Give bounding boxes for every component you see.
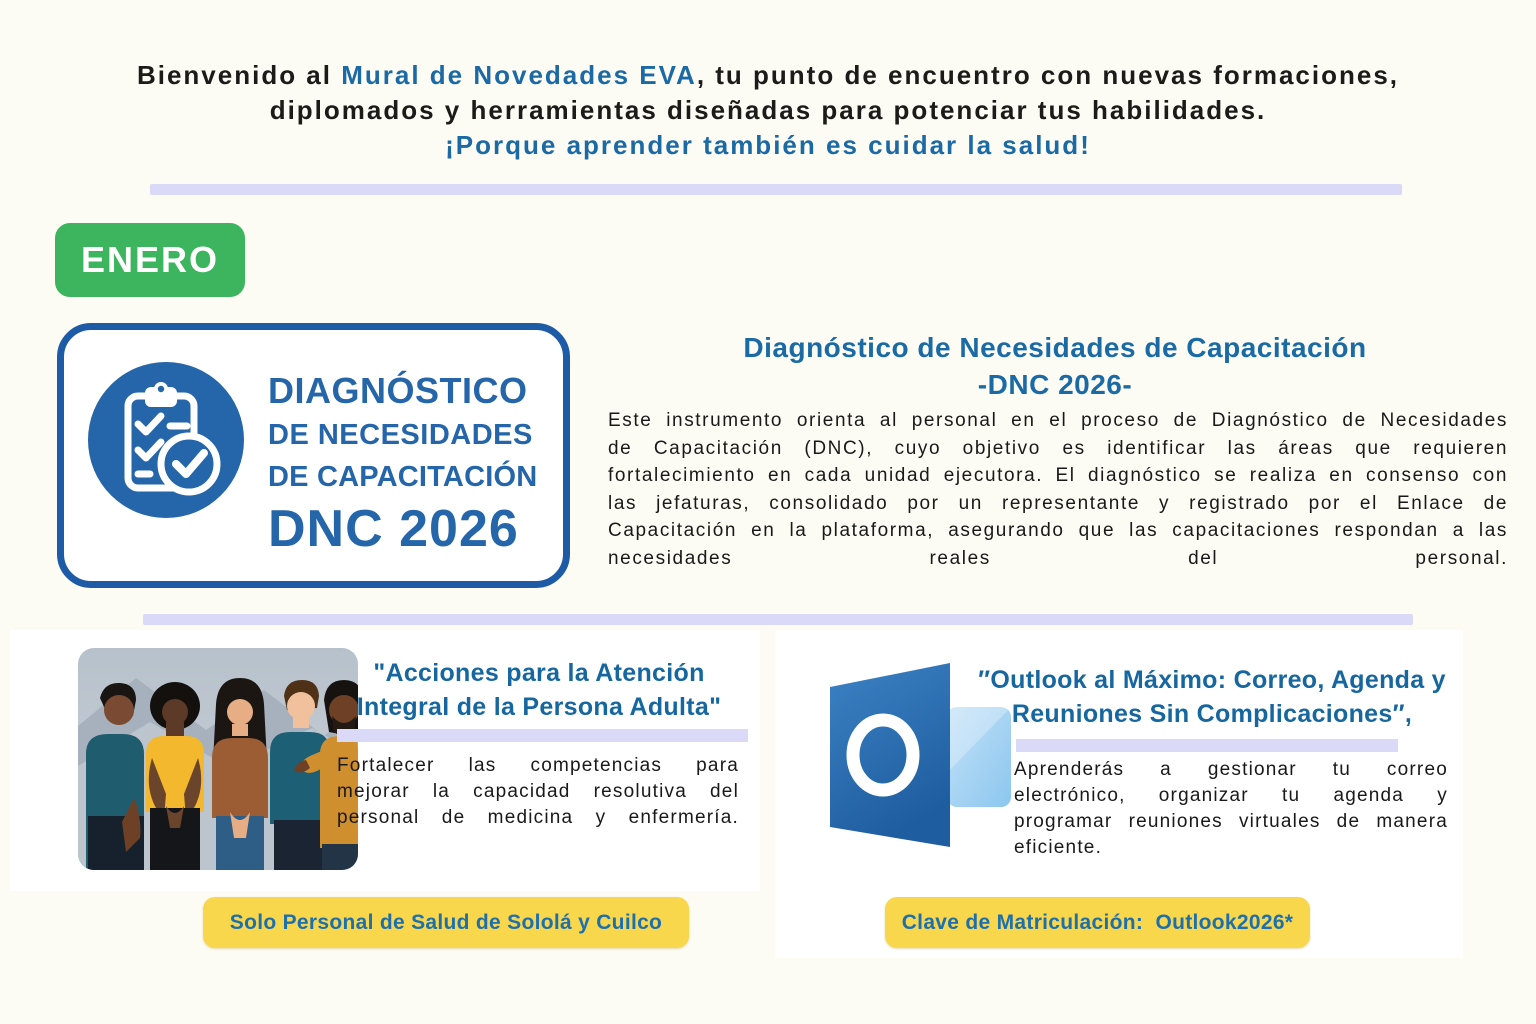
clipboard-checklist-icon	[86, 360, 246, 525]
course-description-right: Aprenderás a gestionar tu correo electrónico, organizar tu agenda y programar reuniones virtuales de manera eficiente.	[1014, 759, 1448, 858]
title-underline-right	[1016, 739, 1398, 752]
dnc-logo-line-4: DNC 2026	[268, 500, 519, 558]
course-right-title-line-1: ″Outlook al Máximo: Correo, Agenda y	[978, 666, 1446, 694]
intro-line-3: ¡Porque aprender también es cuidar la salud!	[445, 130, 1091, 160]
dnc-title-line-1: Diagnóstico de Necesidades de Capacitación	[743, 332, 1367, 363]
section-divider-top	[150, 184, 1402, 195]
people-group-illustration	[78, 648, 358, 870]
enrollment-key-banner: Clave de Matriculación: Outlook2026*	[885, 897, 1310, 948]
dnc-logo-line-1: DIAGNÓSTICO	[268, 370, 528, 411]
intro-highlight: Mural de Novedades EVA	[341, 60, 697, 90]
audience-banner: Solo Personal de Salud de Sololá y Cuilco	[203, 897, 689, 948]
month-badge: ENERO	[55, 223, 245, 297]
intro-line-2: diplomados y herramientas diseñadas para potenciar tus habilidades.	[269, 95, 1267, 125]
course-title-right	[952, 663, 1472, 731]
course-left-title-line-1: "Acciones para la Atención	[373, 659, 705, 687]
intro-line-1: Bienvenido al Mural de Novedades EVA, tu punto de encuentro con nuevas formaciones,	[136, 60, 1400, 90]
title-underline-left	[337, 729, 748, 742]
course-right-title-line-2: Reuniones Sin Complicaciones″,	[1011, 700, 1413, 728]
dnc-logo-line-3: DE CAPACITACIÓN	[268, 461, 538, 493]
dnc-description: Este instrumento orienta al personal en el proceso de Diagnóstico de Necesidades de Capacitación (DNC), cuyo objetivo es identificar las áreas que requieren fortalecimiento en cada unidad ejecutora. El diagnóstico se realiza en consenso con las jefaturas, consolidado por un representante y registrado por el Enlace de Capacitación en la plataforma, asegurando que las capacitaciones respondan a las necesidades reales del personal.	[608, 410, 1508, 569]
course-description-left: Fortalecer las competencias para mejorar la capacidad resolutiva del personal de medicina y enfermería.	[337, 755, 739, 828]
dnc-logo-line-2: DE NECESIDADES	[268, 419, 533, 451]
intro-text	[0, 58, 1536, 163]
dnc-logo-card	[57, 323, 570, 588]
dnc-section-title	[610, 329, 1500, 403]
dnc-title-line-2: -DNC 2026-	[977, 369, 1133, 400]
section-divider-middle	[143, 614, 1413, 625]
course-title-left	[338, 656, 740, 724]
dnc-logo-title	[268, 366, 568, 560]
course-left-title-line-2: Integral de la Persona Adulta"	[356, 693, 722, 721]
